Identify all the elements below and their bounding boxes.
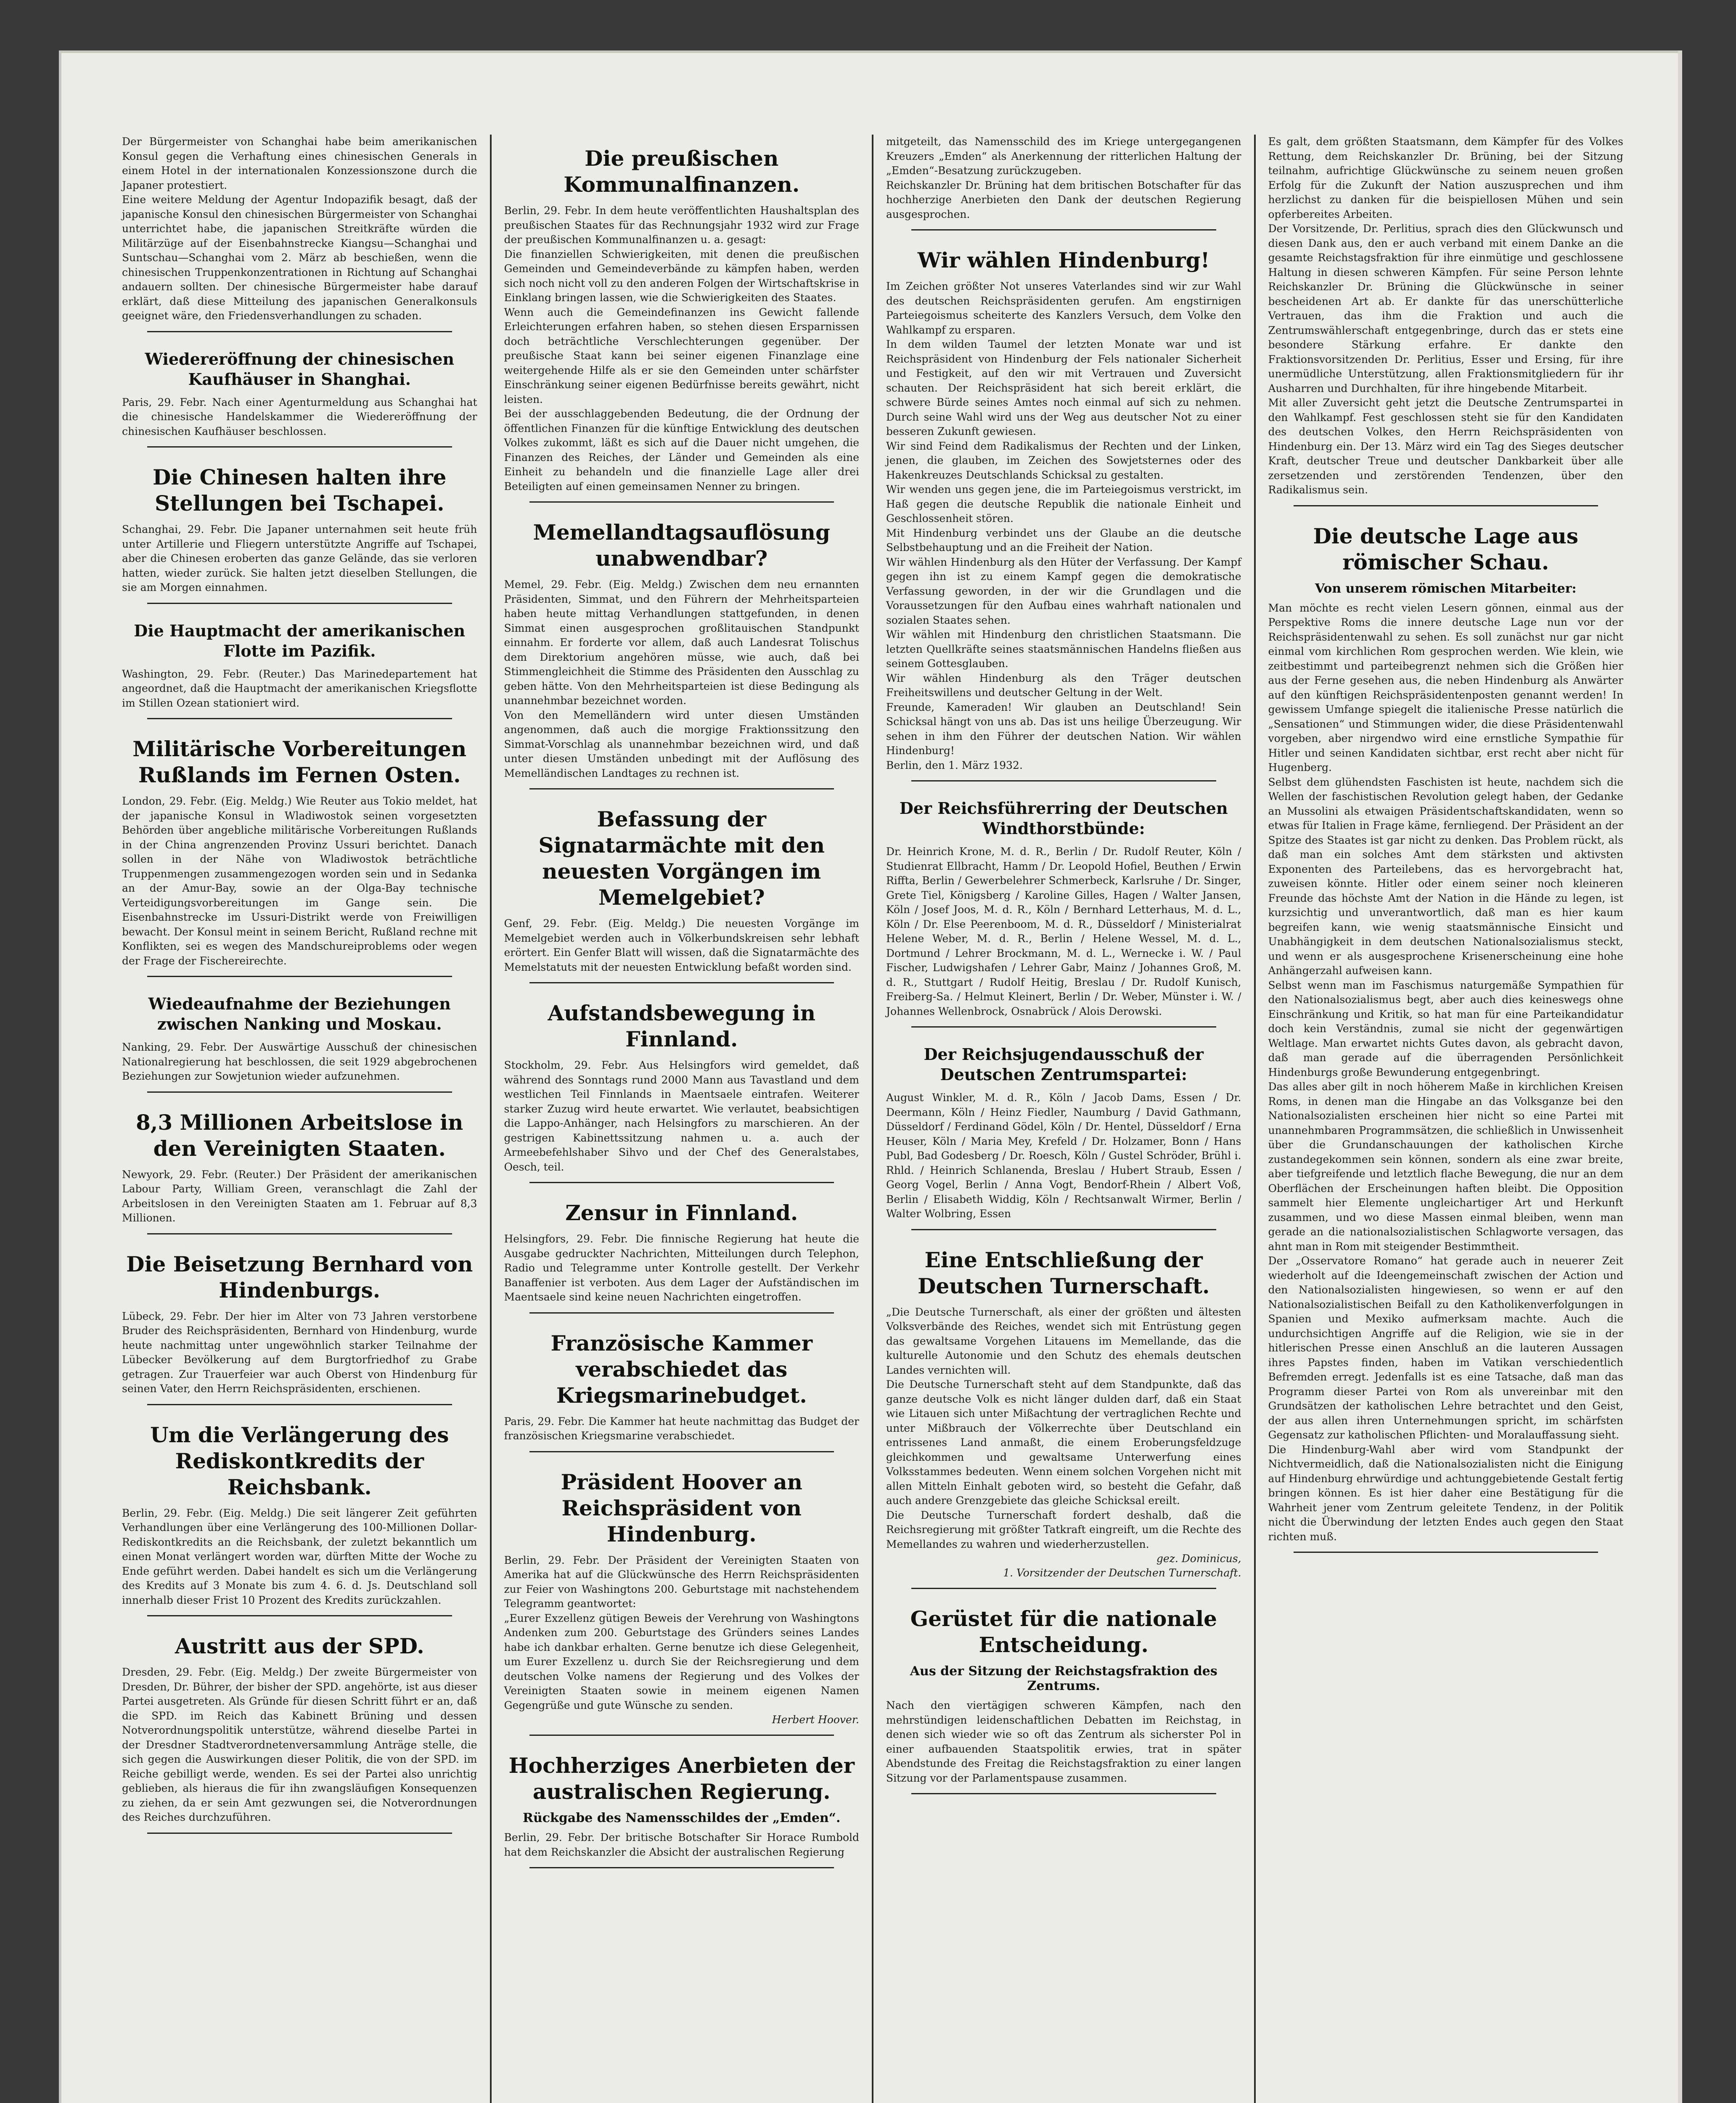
- article-subheadline: Rückgabe des Namensschildes der „Emden“.: [523, 1811, 841, 1825]
- article-divider: [147, 718, 452, 719]
- article-headline: Die Beisetzung Bernhard von Hindenburgs.: [126, 1251, 473, 1303]
- article-headline: Memellandtagsauflösung unabwendbar?: [533, 520, 830, 571]
- article-body: Berlin, 29. Febr. In dem heute veröffentlichten Haushaltsplan des preußischen Staates für das Rechnungsjahr 1932 wird zur Frage der preußischen Kommunalfinanzen u. a. gesagt: Die finanziellen Schwierigkeiten, mit denen die preußischen Gemeinden und Gemeindeverbände zu kämpfen haben, werden sich noch nicht voll zu den anderen Folgen der Wirtschaftskrise in Einklang bringen lassen, wie die Schwierigkeiten des Staates. Wenn auch die Gemeindefinanzen ins Gewicht fallende Erleichterungen erfahren haben, so stehen diesen Ersparnissen doch beträchtliche Verschlechterungen gegenüber. Der preußische Staat kann bei seiner eigenen Finanzlage eine weitergehende Hilfe als er sie den Gemeinden unter schärfster Einschränkung seiner eigenen Bedürfnisse bereits gewährt, nicht leisten. Bei der ausschlaggebenden Bedeutung, die der Ordnung der öffentlichen Finanzen für die künftige Entwicklung des deutschen Volkes zukommt, läßt es sich auf die Dauer nicht umgehen, die Finanzen des Reiches, der Länder und Gemeinden als eine Einheit zu behandeln und die finanzielle Lage aller drei Beteiligten auf einen gemeinsamen Nenner zu bringen.: [504, 204, 859, 493]
- article-headline: 8,3 Millionen Arbeitslose in den Vereinigten Staaten.: [136, 1110, 463, 1161]
- article-body: Newyork, 29. Febr. (Reuter.) Der Präsident der amerikanischen Labour Party, William Green, veranschlagt die Zahl der Arbeitslosen in den Vereinigten Staaten am 1. Februar auf 8,3 Millionen.: [122, 1168, 477, 1224]
- article: [886, 1247, 1241, 1589]
- article: [886, 135, 1241, 230]
- article-divider: [529, 1451, 834, 1452]
- article-divider: [911, 780, 1216, 781]
- article-body: Nach den viertägigen schweren Kämpfen, nach den mehrstündigen leidenschaftlichen Debatten im Reichstag, in denen sich wieder wie so oft das Zentrum als sicherster Pol in einer aufbauenden Staatspolitik erwies, trat in später Abendstunde des Freitag die Reichstagsfraktion zu einer langen Sitzung vor der Parlamentspause zusammen.: [886, 1699, 1241, 1784]
- article: [504, 1469, 860, 1736]
- article-headline: Austritt aus der SPD.: [175, 1634, 424, 1658]
- article: [504, 146, 860, 503]
- article-headline: Gerüstet für die nationale Entscheidung.: [910, 1606, 1217, 1657]
- article: [122, 736, 477, 977]
- article-divider: [529, 1735, 834, 1736]
- article-headline: Die Chinesen halten ihre Stellungen bei Tschapei.: [152, 465, 447, 516]
- article-divider: [147, 1615, 452, 1616]
- article: [504, 1330, 860, 1452]
- article: [886, 247, 1241, 781]
- article-body: Paris, 29. Febr. Die Kammer hat heute nachmittag das Budget der französischen Kriegsmarine verabschiedet.: [504, 1415, 859, 1442]
- article: [504, 1000, 860, 1183]
- article: [122, 349, 477, 448]
- article-headline: Wir wählen Hindenburg!: [917, 248, 1210, 273]
- article-body: Washington, 29. Febr. (Reuter.) Das Marinedepartement hat angeordnet, daß die Hauptmacht der amerikanischen Kriegsflotte im Stillen Ozean stationiert wird.: [122, 667, 477, 709]
- article-body: Man möchte es recht vielen Lesern gönnen, einmal aus der Perspektive Roms die innere deutsche Lage nun vor der Reichspräsidentenwahl zu sehen. Es soll zunächst nur gar nicht einmal vom kirchlichen Rom gesprochen werden. Wie klein, wie zeitbestimmt und parteibegrenzt nehmen sich die Größen hier aus der Ferne gesehen aus, die neben Hindenburg als Anwärter auf den künftigen Reichspräsidentenposten genannt werden! In gewissem Umfange spiegelt die italienische Presse natürlich die „Sensationen“ und Stimmungen wider, die diese Präsidentenwahl vorgeben, aber nirgendwo wird eine ernstliche Sympathie für Hitler und seinen Kandidaten sichtbar, erst recht aber nicht für Hugenberg. Selbst dem glühendsten Faschisten ist heute, nachdem sich die Wellen der faschistischen Revolution gelegt haben, der Gedanke an Mussolini als etwaigen Präsidentschaftskandidaten, wenn so etwas für Italien in Frage käme, fernliegend. Der Präsident an der Spitze des Staates ist gar nicht zu denken. Das Problem rückt, als daß man ein solches Amt dem stärksten und aktivsten Exponenten des Parteilebens, das es hervorgebracht hat, zuweisen könnte. Hitler oder einem seiner noch kleineren Freunde das höchste Amt der Nation in die Hände zu legen, ist kurzsichtig und unverantwortlich, daß man es hier kaum begreifen kann, wie wenig staatsmännische Einsicht und Unabhängigkeit in dem deutschen Nationalsozialismus steckt, und wenn er als ausgesprochene Krisenerscheinung eine hohe Anhängerzahl aufweisen kann. Selbst wenn man im Faschismus naturgemäße Sympathien für den Nationalsozialismus begt, aber auch dies keineswegs ohne Einschränkung und Kritik, so hat man für eine Parteikandidatur doch kein Verständnis, zumal sie nicht der gegenwärtigen Weltlage. Man erwartet nichts Gutes davon, als gebracht davon, daß man gerade auf die überragenden Persönlichkeit Hindenburgs große Bewunderung entgegenbringt. Das alles aber gilt in noch höherem Maße in kirchlichen Kreisen Roms, in denen man die Hingabe an das Volksganze bei den Nationalsozialisten erscheinen hier nicht so eine Partei mit unannehmbaren Programmsätzen, die schließlich in Unwissenheit über die Grundanschauungen der katholischen Kirche zustandegekommen sein können, sondern als eine zwar breite, aber tiefgreifende und letztlich flache Bewegung, die nur an dem Oberflächen der Erscheinungen haften bleibt. Die Opposition sammelt hier Elemente ungleichartiger Art und Herkunft zusammen, und wo diese Massen einmal bleiben, wenn man gerade an die nationalsozialistischen Schlagworte versagen, das ahnt man in Rom mit steigender Bestimmtheit. Der „Osservatore Romano“ hat gerade auch in neuerer Zeit wiederholt auf die Ideengemeinschaft zwischen der Action und den Nationalsozialisten hingewiesen, so wenn er auf den Nationalsozialistischen Beifall zu den Katholikenverfolgungen in Spanien und Mexiko aufmerksam machte. Auch die undurchsichtigen Angriffe auf die Religion, wie sie in der hitlerischen Presse einen Anschluß an die lauteren Aussagen ihres Papstes finden, haben im Vatikan verschiedentlich Befremden erregt. Jedenfalls ist es eine Tatsache, daß man das Programm dieser Partei von Rom als unvereinbar mit den Grundsätzen der katholischen Lehre betrachtet und den Geist, der aus allen ihren Unternehmungen spricht, im schärfsten Gegensatz zur katholischen Pflichten- und Moralauffassung sieht. Die Hindenburg-Wahl aber wird vom Standpunkt der Nichtvermeidlich, daß die Nationalsozialisten nicht die Einigung auf Hindenburg ehrwürdige und achtunggebietende Gestalt fertig bringen können. Es ist hier daher eine Bestätigung für die Wahrheit jener vom Zentrum geleitete Tendenz, in der Politik nicht die Überwindung der letzten Endes auch gegen den Staat richten muß.: [1268, 601, 1623, 1543]
- article-body: Dresden, 29. Febr. (Eig. Meldg.) Der zweite Bürgermeister von Dresden, Dr. Bührer, der bisher der SPD. angehörte, ist aus dieser Partei ausgetreten. Als Gründe für diesen Schritt führt er an, daß die SPD. im Reich das Kabinett Brüning und dessen Notverordnungspolitik unterstütze, während dieselbe Partei in der Dresdner Stadtverordnetenversammlung Anträge stelle, die sich gegen die Auswirkungen dieser Politik, die von der SPD. im Reiche gebilligt werde, wenden. Es sei der Partei also unrichtig geblieben, als hieraus die für ihn zwangsläufigen Konsequenzen zu ziehen, da er sein Amt gezwungen sei, die Notverordnungen des Reiches durchzuführen.: [122, 1666, 477, 1823]
- article: [122, 1633, 477, 1834]
- article: [122, 135, 477, 332]
- article-divider: [911, 1793, 1216, 1794]
- article-divider: [147, 1833, 452, 1834]
- article-body: Memel, 29. Febr. (Eig. Meldg.) Zwischen dem neu ernannten Präsidenten, Simmat, und den Führern der Mehrheitsparteien haben heute mittag Verhandlungen stattgefunden, in denen Simmat einen ausgesprochen großlitauischen Standpunkt einnahm. Er forderte vor allem, daß auch Landesrat Tolischus dem Direktorium angehören müsse, wie auch, daß bei Stimmengleichheit die Stimme des Präsidenten den Ausschlag zu geben hätte. Von den Mehrheitsparteien ist diese Bedingung als unannehmbar bezeichnet worden. Von den Memelländern wird unter diesen Umständen angenommen, daß auch die morgige Fraktionssitzung den Simmat-Vorschlag als unannehmbar bezeichnen wird, und daß unter diesen Umständen unbedingt mit der Auflösung des Memelländischen Landtages zu rechnen ist.: [504, 578, 859, 779]
- article-divider: [529, 788, 834, 789]
- article: [504, 806, 860, 983]
- article-divider: [147, 331, 452, 332]
- article-headline: Befassung der Signatarmächte mit den neuesten Vorgängen im Memelgebiet?: [538, 807, 825, 910]
- article-divider: [147, 446, 452, 448]
- article-divider: [529, 1867, 834, 1868]
- article-body: Stockholm, 29. Febr. Aus Helsingfors wird gemeldet, daß während des Sonntags rund 2000 Mann aus Tavastland und dem westlichen Teil Finnlands in Maentsaele eintrafen. Weiterer starker Zuzug wird heute erwartet. Wie verlautet, beabsichtigen die Lappo-Anhänger, nach Helsingfors zu marschieren. An der gestrigen Kabinettssitzung nahmen u. a. auch der Armeebefehlshaber Sihvo und der Chef des Generalstabes, Oesch, teil.: [504, 1059, 859, 1173]
- article-columns: [109, 135, 1636, 2103]
- article-headline: Militärische Vorbereitungen Rußlands im Fernen Osten.: [132, 736, 467, 787]
- newspaper-page: [59, 50, 1682, 2103]
- column-3: [873, 135, 1256, 2103]
- article: [122, 464, 477, 604]
- article-body: Nanking, 29. Febr. Der Auswärtige Ausschuß der chinesischen Nationalregierung hat beschlossen, die seit 1929 abgebrochenen Beziehungen zur Sowjetunion wieder aufzunehmen.: [122, 1041, 477, 1082]
- article-headline: Der Reichsjugendausschuß der Deutschen Zentrumspartei:: [924, 1045, 1204, 1084]
- article-headline: Zensur in Finnland.: [565, 1200, 798, 1225]
- article-headline: Präsident Hoover an Reichspräsident von Hindenburg.: [561, 1469, 802, 1547]
- article-divider: [529, 1312, 834, 1314]
- article-headline: Die Hauptmacht der amerikanischen Flotte im Pazifik.: [134, 621, 466, 660]
- article-body: Es galt, dem größten Staatsmann, dem Kämpfer für des Volkes Rettung, dem Reichskanzler Dr. Brüning, bei der Sitzung teilnahm, aufrichtige Glückwünsche zu seinem neuen großen Erfolg für die Zukunft der Nation auszusprechen und ihm herzlichst zu danken für die beispiellosen Mühen und sein opferbereites Arbeiten. Der Vorsitzende, Dr. Perlitius, sprach dies den Glückwunsch und diesen Dank aus, den er auch verband mit einem Danke an die gesamte Reichstagsfraktion für ihre einmütige und geschlossene Haltung in diesen schweren Kämpfen. Für seine Person lehnte Reichskanzler Dr. Brüning die Glückwünsche in seiner bescheidenen Art ab. Er dankte für das unerschütterliche Vertrauen, das ihm die Fraktion und auch die Zentrumswählerschaft entgegenbringe, durch das er stets eine besondere Stärkung erfahre. Er dankte den Fraktionsvorsitzenden Dr. Perlitius, Esser und Ersing, für ihre unermüdliche Unterstützung, allen Fraktionsmitgliedern für ihr Ausharren und Durchhalten, für ihre hingebende Mitarbeit. Mit aller Zuversicht geht jetzt die Deutsche Zentrumspartei in den Wahlkampf. Fest geschlossen steht sie für den Kandidaten des deutschen Volkes, den Herrn Reichspräsidenten von Hindenburg ein. Der 13. März wird ein Tag des Sieges deutscher Kraft, deutscher Treue und deutscher Dankbarkeit über alle zersetzenden und zerstörenden Tendenzen, über den Radikalismus sein.: [1268, 135, 1623, 496]
- article-divider: [147, 1404, 452, 1405]
- article-divider: [911, 1026, 1216, 1028]
- article-headline: Französische Kammer verabschiedet das Kriegsmarinebudget.: [550, 1330, 813, 1408]
- article-body: Genf, 29. Febr. (Eig. Meldg.) Die neuesten Vorgänge im Memelgebiet werden auch in Völkerbundskreisen sehr lebhaft erörtert. Ein Genfer Blatt will wissen, daß die Signatarmächte des Memelstatuts mit der neuesten Entwicklung befaßt worden sind.: [504, 917, 859, 973]
- article: [886, 1606, 1241, 1794]
- column-4: [1256, 135, 1636, 2103]
- article-divider: [147, 1233, 452, 1234]
- article-divider: [147, 1091, 452, 1093]
- article: [122, 621, 477, 720]
- article-divider: [911, 229, 1216, 230]
- article-divider: [1294, 505, 1598, 506]
- article-headline: Wiedeaufnahme der Beziehungen zwischen Nanking und Moskau.: [148, 994, 451, 1033]
- article: [122, 1110, 477, 1234]
- article: [886, 798, 1241, 1028]
- article-body: Lübeck, 29. Febr. Der hier im Alter von 73 Jahren verstorbene Bruder des Reichspräsidenten, Bernhard von Hindenburg, wurde heute nachmittag unter ungewöhnlich starker Teilnahme der Lübecker Bevölkerung auf dem Burgtorfriedhof zu Grabe getragen. Zur Trauerfeier war auch Oberst von Hindenburg für seinen Vater, den Herrn Reichspräsidenten, erschienen.: [122, 1310, 477, 1395]
- article-headline: Die preußischen Kommunalfinanzen.: [564, 146, 800, 197]
- article-body: London, 29. Febr. (Eig. Meldg.) Wie Reuter aus Tokio meldet, hat der japanische Konsul in Wladiwostok seinen vorgesetzten Behörden über angebliche militärische Vorbereitungen Rußlands in der China angrenzenden Provinz Ussuri berichtet. Danach sollen in der Nähe von Wladiwostok beträchtliche Truppenmengen zusammengezogen worden sein und in Sedanka an der Amur-Bay, sowie an der Olga-Bay technische Verteidigungsvorbereitungen im Gange sein. Die Eisenbahnstrecke im Ussuri-Distrikt werde von Freiwilligen bewacht. Der Konsul meint in seinem Bericht, Rußland rechne mit Konflikten, sei es wegen des Mandschureiproblems oder wegen der Frage der Fischereirechte.: [122, 795, 477, 967]
- article-divider: [529, 982, 834, 983]
- article-subheadline: Aus der Sitzung der Reichstagsfraktion des Zentrums.: [910, 1664, 1217, 1693]
- article-divider: [147, 976, 452, 977]
- article-body: Schanghai, 29. Febr. Die Japaner unternahmen seit heute früh unter Artillerie und Fliegern unterstützte Angriffe auf Tschapei, aber die Chinesen eroberten das ganze Gelände, das sie verloren hatten, wieder zurück. Sie halten jetzt dieselben Stellungen, die sie am Morgen einnahmen.: [122, 523, 477, 593]
- article: [886, 1044, 1241, 1230]
- article-headline: Um die Verlängerung des Rediskontkredits der Reichsbank.: [150, 1422, 449, 1499]
- article-divider: [911, 1229, 1216, 1230]
- article-headline: Aufstandsbewegung in Finnland.: [548, 1001, 816, 1052]
- article-body: Berlin, 29. Febr. Der Präsident der Vereinigten Staaten von Amerika hat auf die Glückwünsche des Herrn Reichspräsidenten zur Feier von Washingtons 200. Geburtstage mit nachstehendem Telegramm geantwortet: „Eurer Exzellenz gütigen Beweis der Verehrung von Washingtons Andenken zum 200. Geburtstage des Gründers seines Landes habe ich dankbar erhalten. Gerne benutze ich diese Gelegenheit, um Eurer Exzellenz u. durch Sie der Reichsregierung und dem deutschen Volke namens der Regierung und des Volkes der Vereinigten Staaten sowie in meinem eigenen Namen Gegengrüße und gute Wünsche zu senden.: [504, 1554, 859, 1711]
- article: [504, 1200, 860, 1314]
- article-divider: [529, 501, 834, 503]
- article-headline: Wiedereröffnung der chinesischen Kaufhäuser in Shanghai.: [145, 349, 455, 389]
- article-body: Helsingfors, 29. Febr. Die finnische Regierung hat heute die Ausgabe gedruckter Nachrichten, Mitteilungen durch Telephon, Radio und Telegramme unter Kontrolle gestellt. Der Verkehr Banaffenier ist verboten. Aus dem Lager der Aufständischen im Maentsaele sind keine neuen Nachrichten eingetroffen.: [504, 1233, 859, 1303]
- article-divider: [529, 1182, 834, 1183]
- article-body: Berlin, 29. Febr. Der britische Botschafter Sir Horace Rumbold hat dem Reichskanzler die Absicht der australischen Regierung: [504, 1831, 859, 1858]
- article-headline: Hochherziges Anerbieten der australischen Regierung.: [508, 1753, 855, 1804]
- article-headline: Die deutsche Lage aus römischer Schau.: [1313, 523, 1579, 575]
- article: [122, 1251, 477, 1405]
- article-body: Der Bürgermeister von Schanghai habe beim amerikanischen Konsul gegen die Verhaftung eines chinesischen Generals in einem Hotel in der internationalen Konzessionszone durch die Japaner protestiert. Eine weitere Meldung der Agentur Indopazifik besagt, daß der japanische Konsul den chinesischen Bürgermeister von Schanghai unterrichtet habe, die japanischen Streitkräfte würden die Militärzüge auf der Eisenbahnstrecke Kiangsu—Schanghai und Suntschau—Schanghai vom 2. März ab beschießen, wenn die chinesischen Truppenkonzentrationen in Richtung auf Schanghai andauern sollten. Der chinesische Bürgermeister habe darauf erklärt, daß diese Mitteilung des japanischen Generalkonsuls geeignet wäre, den Friedensverhandlungen zu schaden.: [122, 135, 477, 322]
- article-divider: [1294, 1552, 1598, 1553]
- article: [504, 1753, 860, 1868]
- column-2: [492, 135, 874, 2103]
- article: [122, 994, 477, 1093]
- article-divider: [147, 603, 452, 604]
- article-headline: Der Reichsführerring der Deutschen Windthorstbünde:: [899, 799, 1228, 838]
- article-signature: gez. Dominicus, 1. Vorsitzender der Deutschen Turnerschaft.: [1003, 1552, 1241, 1579]
- article: [1268, 523, 1624, 1553]
- article-body: Berlin, 29. Febr. (Eig. Meldg.) Die seit längerer Zeit geführten Verhandlungen über eine Verlängerung des 100-Millionen Dollar-Rediskontkredits an die Reichsbank, der zuletzt bekanntlich um einen Monat verlängert worden war, dürften Mitte der Woche zu Ende geführt werden. Dabei handelt es sich um die Verlängerung des Kredits auf 3 Monate bis zum 4. 6. d. Js. Deutschland soll innerhalb dieser Frist 10 Prozent des Kredits zurückzahlen.: [122, 1507, 477, 1606]
- page-edge: [1678, 50, 1682, 2103]
- article-body: Dr. Heinrich Krone, M. d. R., Berlin / Dr. Rudolf Reuter, Köln / Studienrat Ellbracht, Hamm / Dr. Leopold Hofiel, Beuthen / Erwin Riffta, Berlin / Gewerbelehrer Schmerbeck, Karlsruhe / Dr. Singer, Grete Tiel, Königsberg / Karoline Gilles, Hagen / Walter Jansen, Köln / Josef Joos, M. d. R., Köln / Bernhard Letterhaus, M. d. L., Köln / Dr. Else Peerenboom, M. d. R., Düsseldorf / Ministerialrat Helene Weber, M. d. R., Berlin / Helene Wessel, M. d. L., Dortmund / Lehrer Brockmann, M. d. L., Wernecke i. W. / Paul Fischer, Ludwigshafen / Lehrer Gabr, Mainz / Johannes Groß, M. d. R., Stuttgart / Rudolf Heitig, Breslau / Dr. Rudolf Kunisch, Freiberg-Sa. / Helmut Kleinert, Berlin / Dr. Weber, Münster i. W. / Johannes Wellenbrock, Osnabrück / Alois Derowski.: [886, 845, 1241, 1017]
- article: [1268, 135, 1624, 506]
- article-body: Paris, 29. Febr. Nach einer Agenturmeldung aus Schanghai hat die chinesische Handelskammer die Wiedereröffnung der chinesischen Kaufhäuser beschlossen.: [122, 396, 477, 437]
- article-body: Im Zeichen größter Not unseres Vaterlandes sind wir zur Wahl des deutschen Reichspräsidenten gerufen. Am engstirnigen Parteiegoismus scheiterte des Kanzlers Versuch, dem Volke den Wahlkampf zu ersparen. In dem wilden Taumel der letzten Monate war und ist Reichspräsident von Hindenburg der Fels nationaler Sicherheit und Festigkeit, auf den wir mit Vertrauen und Zuversicht schauten. Der Reichspräsident hat sich bereit erklärt, die schwere Bürde seines Amtes noch einmal auf sich zu nehmen. Durch seine Wahl wird uns der Weg aus deutscher Not zu einer besseren Zukunft gewiesen. Wir sind Feind dem Radikalismus der Rechten und der Linken, jenen, die glauben, im Zeichen des Sowjetsternes oder des Hakenkreuzes Deutschlands Schicksal zu gestalten. Wir wenden uns gegen jene, die im Parteiegoismus verstrickt, im Haß gegen die deutsche Republik die nationale Einheit und Geschlossenheit stören. Mit Hindenburg verbindet uns der Glaube an die deutsche Selbstbehauptung und an die Freiheit der Nation. Wir wählen Hindenburg als den Hüter der Verfassung. Der Kampf gegen ihn ist zu einem Kampf gegen die demokratische Verfassung geworden, in der wir die Grundlagen und die Voraussetzungen für den Aufbau eines wahrhaft nationalen und sozialen Staates sehen. Wir wählen mit Hindenburg den christlichen Staatsmann. Die letzten Quellkräfte seines staatsmännischen Handelns fließen aus seinem Gottesglauben. Wir wählen Hindenburg als den Träger deutschen Freiheitswillens und deutscher Geltung in der Welt. Freunde, Kameraden! Wir glauben an Deutschland! Sein Schicksal hängt von uns ab. Das ist uns heilige Überzeugung. Wir sehen in ihm den Führer der deutschen Nation. Wir wählen Hindenburg! Berlin, den 1. März 1932.: [886, 280, 1241, 771]
- column-1: [109, 135, 492, 2103]
- article: [504, 519, 860, 789]
- article-divider: [911, 1588, 1216, 1589]
- article-body: „Die Deutsche Turnerschaft, als einer der größten und ältesten Volksverbände des Reiches, wendet sich mit Entrüstung gegen das gewaltsame Vorgehen Litauens im Memellande, das die kulturelle Autonomie und den Schutz des ehemals deutschen Landes vernichten will. Die Deutsche Turnerschaft steht auf dem Standpunkte, daß das ganze deutsche Volk es nicht länger dulden darf, daß ein Staat wie Litauen sich unter Mißachtung der vertraglichen Rechte und unter Mißbrauch der Völkerrechte über Deutschland ein entrissenes Land anmaßt, die einem Eroberungsfeldzuge gleichkommen und gewaltsame Unterwerfung eines Volksstammes bedeuten. Wenn einem solchen Vorgehen nicht mit allen Mitteln Einhalt geboten wird, so besteht die Gefahr, daß auch andere Grenzgebiete das gleiche Schicksal ereilt. Die Deutsche Turnerschaft fordert deshalb, daß die Reichsregierung mit größter Tatkraft eingreift, um die Rechte des Memellandes zu wahren und wiederherzustellen.: [886, 1306, 1241, 1550]
- article-body: mitgeteilt, das Namensschild des im Kriege untergegangenen Kreuzers „Emden“ als Anerkennung der ritterlichen Haltung der „Emden“-Besatzung zurückzugeben. Reichskanzler Dr. Brüning hat dem britischen Botschafter für das hochherzige Anerbieten den Dank der deutschen Regierung ausgesprochen.: [886, 135, 1241, 220]
- article: [122, 1422, 477, 1617]
- article-subheadline: Von unserem römischen Mitarbeiter:: [1315, 581, 1577, 596]
- article-signature: Herbert Hoover.: [772, 1714, 859, 1726]
- article-headline: Eine Entschließung der Deutschen Turnerschaft.: [918, 1247, 1210, 1298]
- article-body: August Winkler, M. d. R., Köln / Jacob Dams, Essen / Dr. Deermann, Köln / Heinz Fiedler, Naumburg / David Gathmann, Düsseldorf / Ferdinand Gödel, Köln / Dr. Hentel, Düsseldorf / Erna Heuser, Köln / Maria Mey, Krefeld / Dr. Holzamer, Bonn / Hans Publ, Bad Godesberg / Dr. Roesch, Köln / Gustel Schröder, Brühl i. Rhld. / Heinrich Schlanenda, Breslau / Hubert Straub, Essen / Georg Vogel, Berlin / Anna Vogt, Bendorf-Rhein / Albert Voß, Berlin / Elisabeth Widdig, Köln / Rechtsanwalt Wirmer, Berlin / Walter Wolbring, Essen: [886, 1091, 1241, 1220]
